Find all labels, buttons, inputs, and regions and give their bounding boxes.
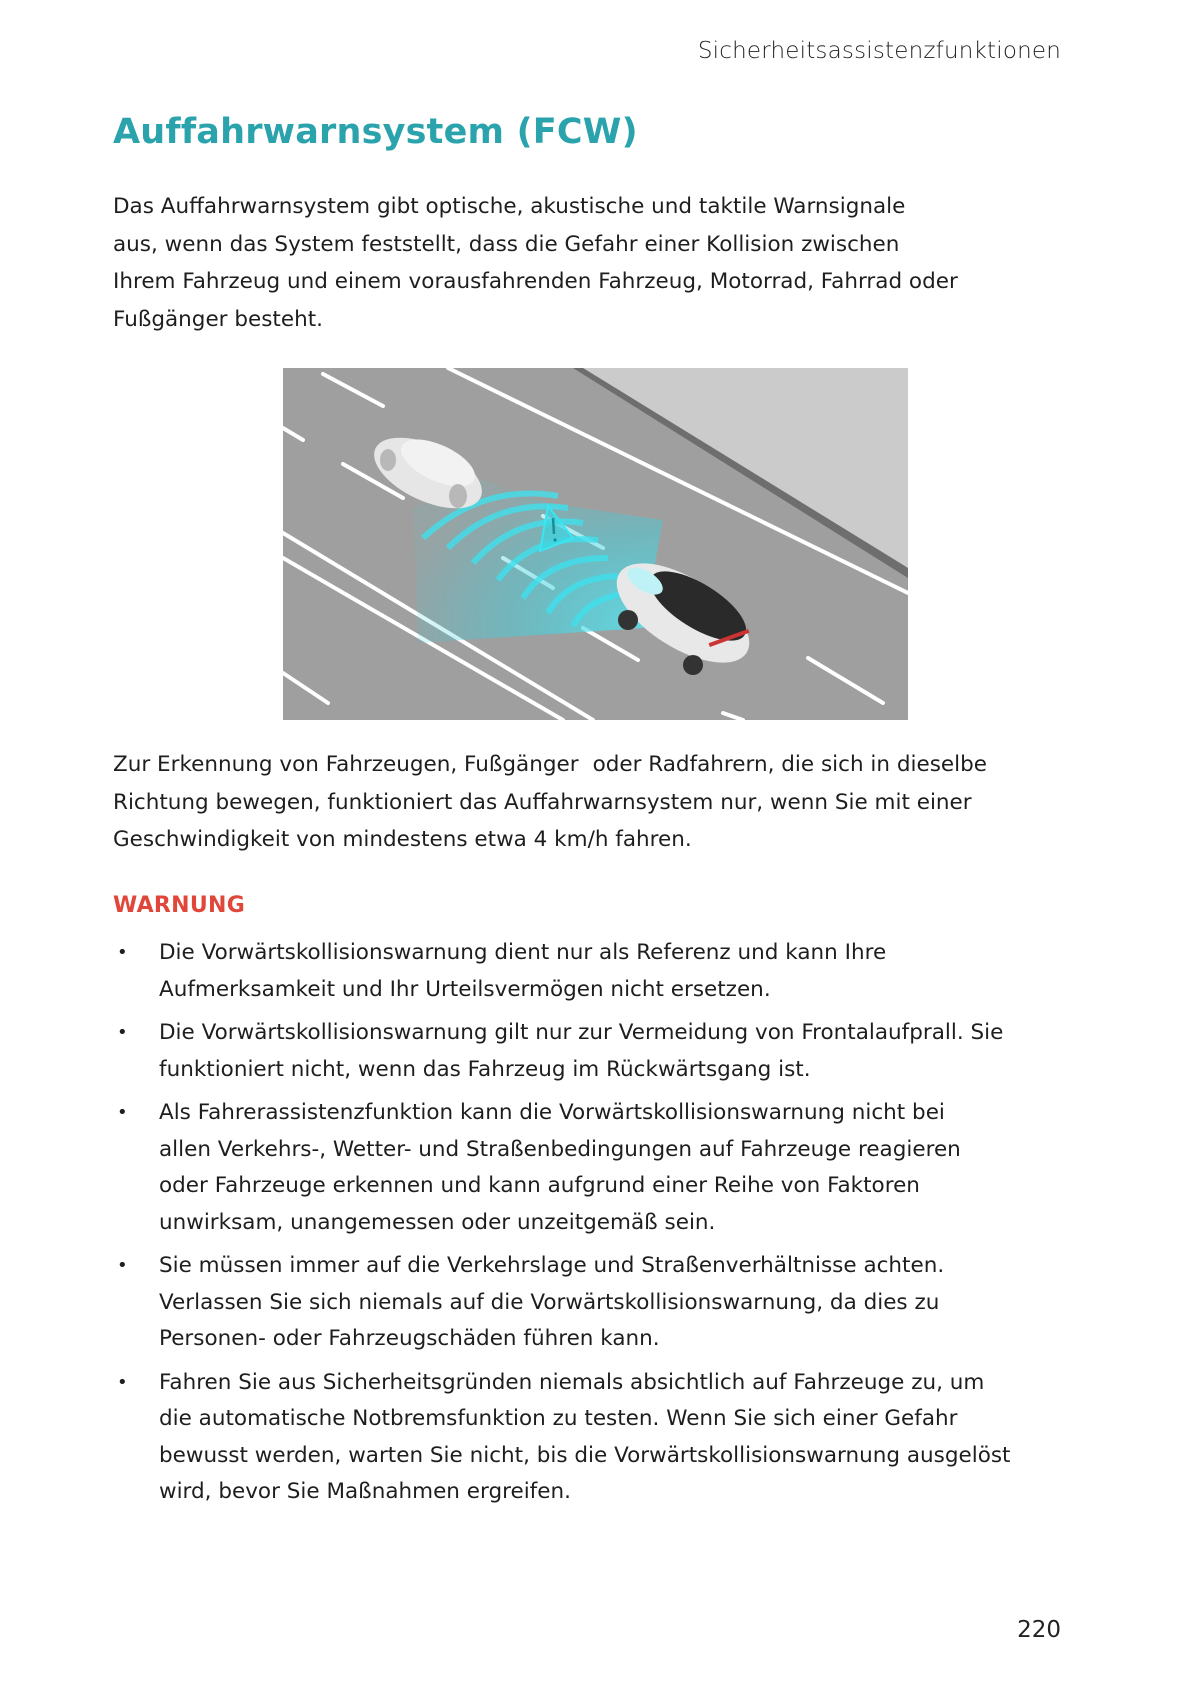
intro-line: Das Auffahrwarnsystem gibt optische, akustische und taktile Warnsignale [113,194,906,219]
page-title: Auffahrwarnsystem (FCW) [113,112,638,152]
detection-text: oder Radfahrern, die sich in dieselbe [592,752,987,777]
warning-item-line: Personen- oder Fahrzeugschäden führen kann. [159,1326,660,1351]
warning-item-line: Die Vorwärtskollisionswarnung dient nur als Referenz und kann Ihre [159,940,887,965]
intro-line: Ihrem Fahrzeug und einem vorausfahrenden Fahrzeug, Motorrad, Fahrrad oder [113,269,958,294]
intro-line: Fußgänger besteht. [113,306,323,332]
warning-list [113,935,1113,1518]
detection-text: Geschwindigkeit von mindestens etwa 4 km/h fahren. [113,827,692,852]
bullet-icon: • [117,1371,128,1393]
running-header: Sicherheitsassistenzfunktionen [697,38,1061,64]
warning-item-line: allen Verkehrs-, Wetter- und Straßenbedingungen auf Fahrzeuge reagieren [159,1136,961,1162]
bullet-icon: • [117,1102,128,1123]
warning-item [113,1095,1113,1241]
warning-item-line: oder Fahrzeuge erkennen und kann aufgrund einer Reihe von Faktoren [159,1173,920,1198]
bullet-icon: • [117,942,128,963]
warning-item-line: die automatische Notbremsfunktion zu testen. Wenn Sie sich einer Gefahr [159,1406,958,1431]
bullet-icon: • [117,1255,128,1276]
warning-item-line: Die Vorwärtskollisionswarnung gilt nur zur Vermeidung von Frontalaufprall. Sie [159,1020,1004,1045]
detection-text: Zur Erkennung von Fahrzeugen, Fußgänger [113,752,579,777]
intro-line: aus, wenn das System feststellt, dass die Gefahr einer Kollision zwischen [113,231,900,257]
warning-item [113,1365,1113,1511]
warning-item-line: Als Fahrerassistenzfunktion kann die Vorwärtskollisionswarnung nicht bei [159,1100,945,1125]
page-number: 220 [1017,1617,1061,1643]
bullet-icon: • [117,1022,128,1043]
warning-item-line: unwirksam, unangemessen oder unzeitgemäß sein. [159,1209,716,1235]
intro-paragraph [113,188,1073,338]
warning-item [113,1248,1113,1358]
warning-item [113,935,1113,1008]
detection-paragraph [113,746,1093,859]
warning-item-line: Fahren Sie aus Sicherheitsgründen niemals absichtlich auf Fahrzeuge zu, um [159,1369,985,1395]
warning-item-line: wird, bevor Sie Maßnahmen ergreifen. [159,1479,571,1504]
warning-item [113,1015,1113,1088]
warning-item-line: Verlassen Sie sich niemals auf die Vorwärtskollisionswarnung, da dies zu [159,1289,940,1315]
warning-item-line: funktioniert nicht, wenn das Fahrzeug im Rückwärtsgang ist. [159,1056,811,1082]
warning-item-line: Aufmerksamkeit und Ihr Urteilsvermögen nicht ersetzen. [159,976,771,1002]
warning-item-line: bewusst werden, warten Sie nicht, bis die Vorwärtskollisionswarnung ausgelöst [159,1442,1011,1468]
warning-item-line: Sie müssen immer auf die Verkehrslage und Straßenverhältnisse achten. [159,1253,945,1278]
warning-label: WARNUNG [113,893,246,918]
detection-text: Richtung bewegen, funktioniert das Auffahrwarnsystem nur, wenn Sie mit einer [113,789,972,815]
fcw-illustration [283,368,908,720]
